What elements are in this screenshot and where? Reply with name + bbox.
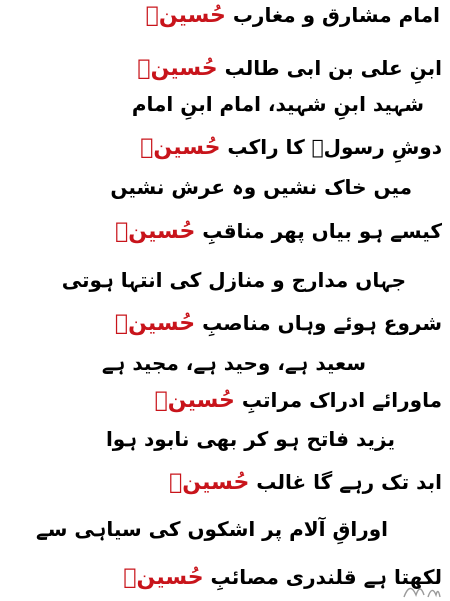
- poem-line-14-highlight: حُسینؑ: [123, 565, 204, 590]
- poem-line-7: [62, 265, 406, 295]
- poem-line-8-text: شروع ہوئے وہاں مناصبِ: [202, 311, 442, 335]
- poem-line-6: [115, 216, 442, 246]
- poem-line-14-text: لکھتا ہے قلندری مصائبِ: [210, 565, 442, 589]
- poem-line-10: [155, 385, 442, 415]
- poem-line-12: [169, 467, 442, 497]
- poem-line-5-text: میں خاک نشیں وہ عرش نشیں: [110, 175, 412, 199]
- poem-line-4-text: دوشِ رسولؐ کا راکب: [227, 135, 442, 159]
- poem-line-10-text: ماورائے ادراک مراتبِ: [241, 388, 442, 412]
- poem-line-13: [36, 514, 388, 544]
- poem-line-4-highlight: حُسینؑ: [140, 135, 221, 160]
- poem-line-2-text: ابنِ علی بن ابی طالب: [224, 56, 442, 80]
- poem-line-7-text: جہاں مدارج و منازل کی انتہا ہوتی: [61, 268, 406, 292]
- poem-line-3: [132, 89, 424, 119]
- poem-line-12-highlight: حُسینؑ: [169, 470, 250, 495]
- poem-line-2: [137, 53, 442, 83]
- poem-line-1-text: امام مشارق و مغارب: [232, 3, 440, 27]
- signature-mark-icon: [400, 577, 444, 599]
- poem-line-8: [115, 308, 442, 338]
- poem-line-8-highlight: حُسینؑ: [114, 311, 196, 336]
- poem-line-14: [123, 562, 442, 592]
- poem-line-6-text: کیسے ہو بیاں پھر مناقبِ: [202, 219, 442, 243]
- poem-line-11-text: یزید فاتح ہو کر بھی نابود ہوا: [105, 427, 395, 451]
- poem-line-12-text: ابد تک رہے گا غالب: [256, 470, 442, 494]
- poem-line-10-highlight: حُسینؑ: [154, 388, 235, 413]
- poem-line-11: [106, 424, 395, 454]
- poem-line-6-highlight: حُسینؑ: [115, 219, 196, 244]
- poem-line-9: [102, 348, 366, 378]
- poem-line-1: [146, 0, 440, 30]
- poem-line-4: [140, 132, 442, 162]
- poem-line-9-text: سعید ہے، وحید ہے، مجید ہے: [101, 351, 366, 375]
- poem-line-1-highlight: حُسینؑ: [145, 3, 226, 28]
- poem-line-5: [110, 172, 412, 202]
- poem-line-13-text: اوراقِ آلام پر اشکوں کی سیاہی سے: [36, 517, 388, 541]
- poem-line-2-highlight: حُسینؑ: [137, 56, 218, 81]
- poem-line-3-text: شہید ابنِ شہید، امام ابنِ امام: [131, 92, 424, 116]
